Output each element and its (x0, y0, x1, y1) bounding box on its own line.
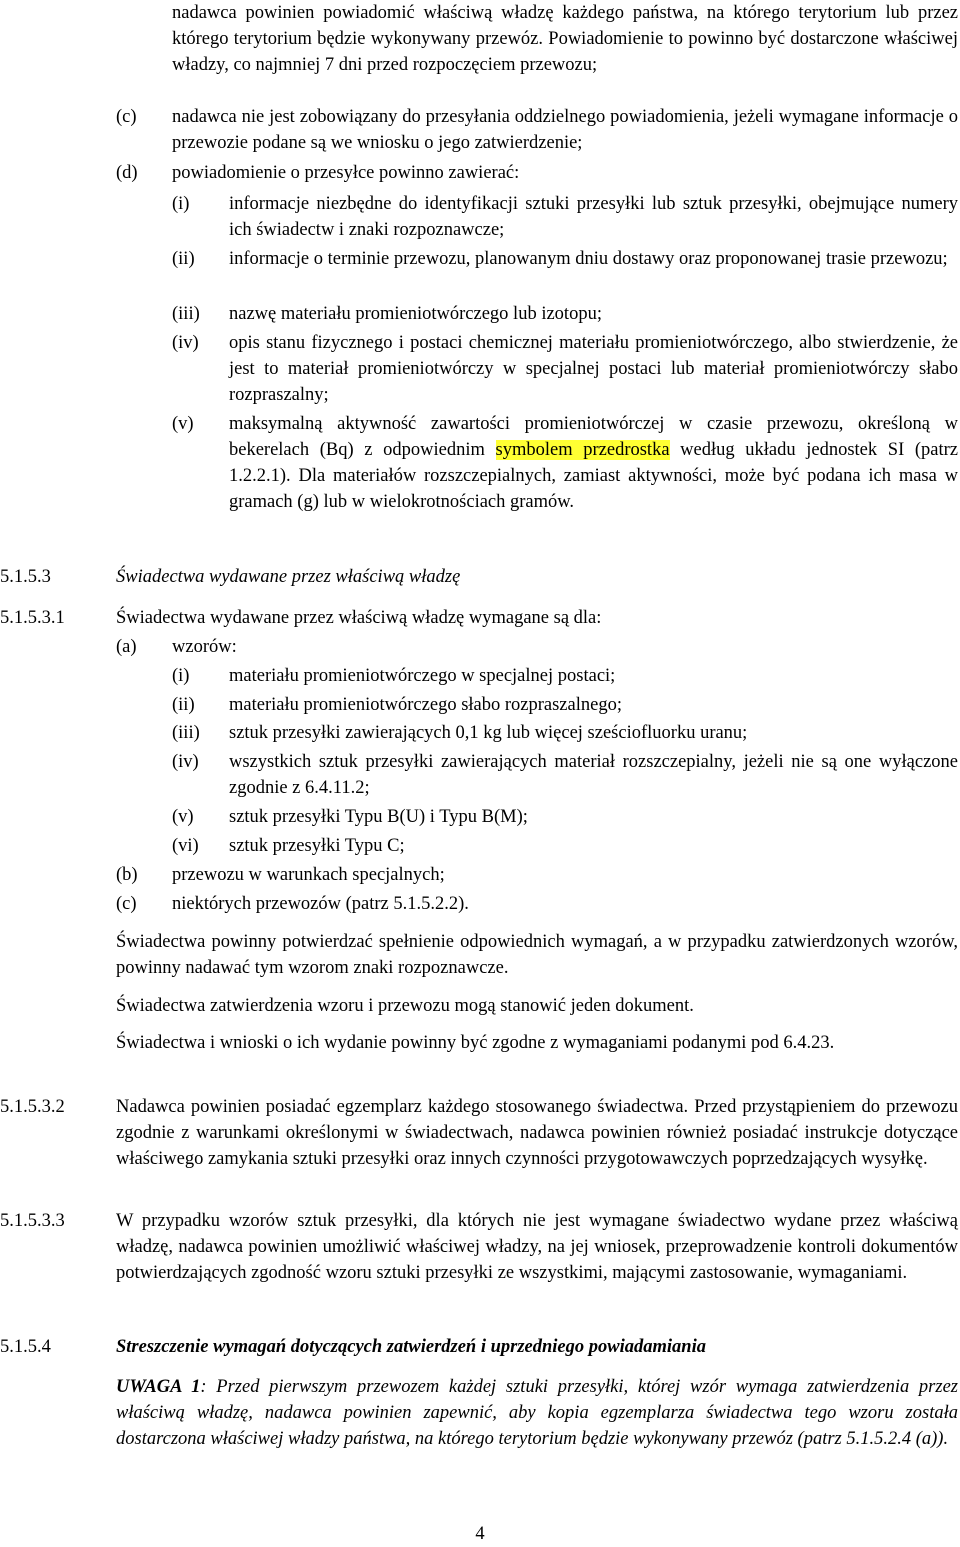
subitem-label: (vi) (172, 836, 199, 856)
item-label-c: (c) (116, 107, 137, 127)
item-b-text: przewozu w warunkach specjalnych; (172, 865, 445, 885)
section-number: 5.1.5.3.2 (0, 1097, 65, 1117)
subitem-text: opis stanu fizycznego i postaci chemicznej materiału promieniotwórczego, albo stwierdzenie, że jest to materiał promieniotwórczy w specjalnej postaci lub materiał promieniotwórczy słabo rozpraszalny; (229, 333, 958, 405)
item-c-text: niektórych przewozów (patrz 5.1.5.2.2). (172, 894, 469, 914)
subitem-text: maksymalną aktywność zawartości promieniotwórczej w czasie przewozu, określoną w bekerelach (Bq) z odpowiednim symbolem przedrostka według układu jednostek SI (patrz 1.2.2.1). Dla materiałów rozszczepialnych, zamiast aktywności, może być podana ich masa w gramach (g) lub w wielokrotnościach gramów. (229, 414, 959, 512)
subitem-label: (ii) (172, 249, 195, 269)
subitem-text: informacje o terminie przewozu, planowanym dniu dostawy oraz proponowanej trasie przewozu; (229, 249, 948, 269)
paragraph: Świadectwa zatwierdzenia wzoru i przewozu mogą stanowić jeden dokument. (116, 996, 694, 1016)
paragraph: Świadectwa i wnioski o ich wydanie powinny być zgodne z wymaganiami podanymi pod 6.4.23. (116, 1033, 835, 1053)
subitem-label: (i) (172, 194, 190, 214)
item-c-text: nadawca nie jest zobowiązany do przesyłania oddzielnego powiadomienia, jeżeli wymagane informacje o przewozie podane są we wniosku o jego zatwierdzenie; (172, 107, 958, 153)
subitem-text: materiału promieniotwórczego w specjalnej postaci; (229, 666, 616, 686)
subitem-label: (ii) (172, 695, 195, 715)
note-label: UWAGA 1 (116, 1377, 201, 1397)
section-heading: Świadectwa wydawane przez właściwą władzę (116, 567, 461, 587)
subitem-label: (iv) (172, 333, 199, 353)
item-label-a: (a) (116, 637, 137, 657)
subitem-label: (iii) (172, 304, 200, 324)
subitem-label: (i) (172, 666, 190, 686)
section-number: 5.1.5.3.3 (0, 1211, 65, 1231)
page-number: 4 (475, 1524, 485, 1544)
subitem-text: materiału promieniotwórczego słabo rozpraszalnego; (229, 695, 622, 715)
item-d-text: powiadomienie o przesyłce powinno zawierać: (172, 163, 520, 183)
item-label-c: (c) (116, 894, 137, 914)
subitem-label: (v) (172, 414, 194, 434)
subitem-text: wszystkich sztuk przesyłki zawierających materiał rozszczepialny, jeżeli nie są one wyłączone zgodnie z 6.4.11.2; (229, 752, 958, 798)
section-text: W przypadku wzorów sztuk przesyłki, dla których nie jest wymagane świadectwo wydane przez właściwą władzę, nadawca powinien umożliwić właściwej władzy, na jej wniosek, przeprowadzenie kontroli dokumentów potwierdzających zgodność wzoru sztuki przesyłki ze wszystkimi, mającymi zastosowanie, wymaganiami. (116, 1211, 958, 1283)
item-label-d: (d) (116, 163, 138, 183)
item-a-text: wzorów: (172, 637, 237, 657)
subitem-text: informacje niezbędne do identyfikacji sztuki przesyłki lub sztuk przesyłki, obejmujące numery ich świadectw i znaki rozpoznawcze; (229, 194, 958, 240)
subitem-text: nazwę materiału promieniotwórczego lub izotopu; (229, 304, 602, 324)
section-intro: Świadectwa wydawane przez właściwą władzę wymagane są dla: (116, 608, 602, 628)
subitem-text: sztuk przesyłki Typu C; (229, 836, 405, 856)
section-number: 5.1.5.4 (0, 1337, 51, 1357)
subitem-label: (v) (172, 807, 194, 827)
subitem-text: sztuk przesyłki zawierających 0,1 kg lub więcej sześciofluorku uranu; (229, 723, 748, 743)
section-number: 5.1.5.3.1 (0, 608, 65, 628)
subitem-label: (iv) (172, 752, 199, 772)
subitem-text: sztuk przesyłki Typu B(U) i Typu B(M); (229, 807, 528, 827)
continued-paragraph: nadawca powinien powiadomić właściwą władzę każdego państwa, na którego terytorium lub przez którego terytorium będzie wykonywany przewóz. Powiadomienie to powinno być dostarczone właściwej władzy, co najmniej 7 dni przed rozpoczęciem przewozu; (172, 3, 958, 75)
paragraph: Świadectwa powinny potwierdzać spełnienie odpowiednich wymagań, a w przypadku zatwierdzonych wzorów, powinny nadawać tym wzorom znaki rozpoznawcze. (116, 932, 958, 978)
section-heading: Streszczenie wymagań dotyczących zatwierdzeń i uprzedniego powiadamiania (116, 1337, 706, 1357)
item-label-b: (b) (116, 865, 138, 885)
highlighted-text: symbolem przedrostka (495, 440, 670, 460)
subitem-label: (iii) (172, 723, 200, 743)
section-text: Nadawca powinien posiadać egzemplarz każdego stosowanego świadectwa. Przed przystąpieniem do przewozu zgodnie z warunkami określonymi w świadectwach, nadawca powinien również posiadać instrukcje dotyczące właściwego zamykania sztuki przesyłki oraz innych czynności przygotowawczych poprzedzających wysyłkę. (116, 1097, 958, 1169)
note-paragraph: UWAGA 1: Przed pierwszym przewozem każdej sztuki przesyłki, której wzór wymaga zatwierdzenia przez właściwą władzę, nadawca powinien zapewnić, aby kopia egzemplarza świadectwa tego wzoru została dostarczona właściwej władzy państwa, na którego terytorium będzie wykonywany przewóz (patrz 5.1.5.2.4 (a)). (116, 1377, 958, 1449)
section-number: 5.1.5.3 (0, 567, 51, 587)
